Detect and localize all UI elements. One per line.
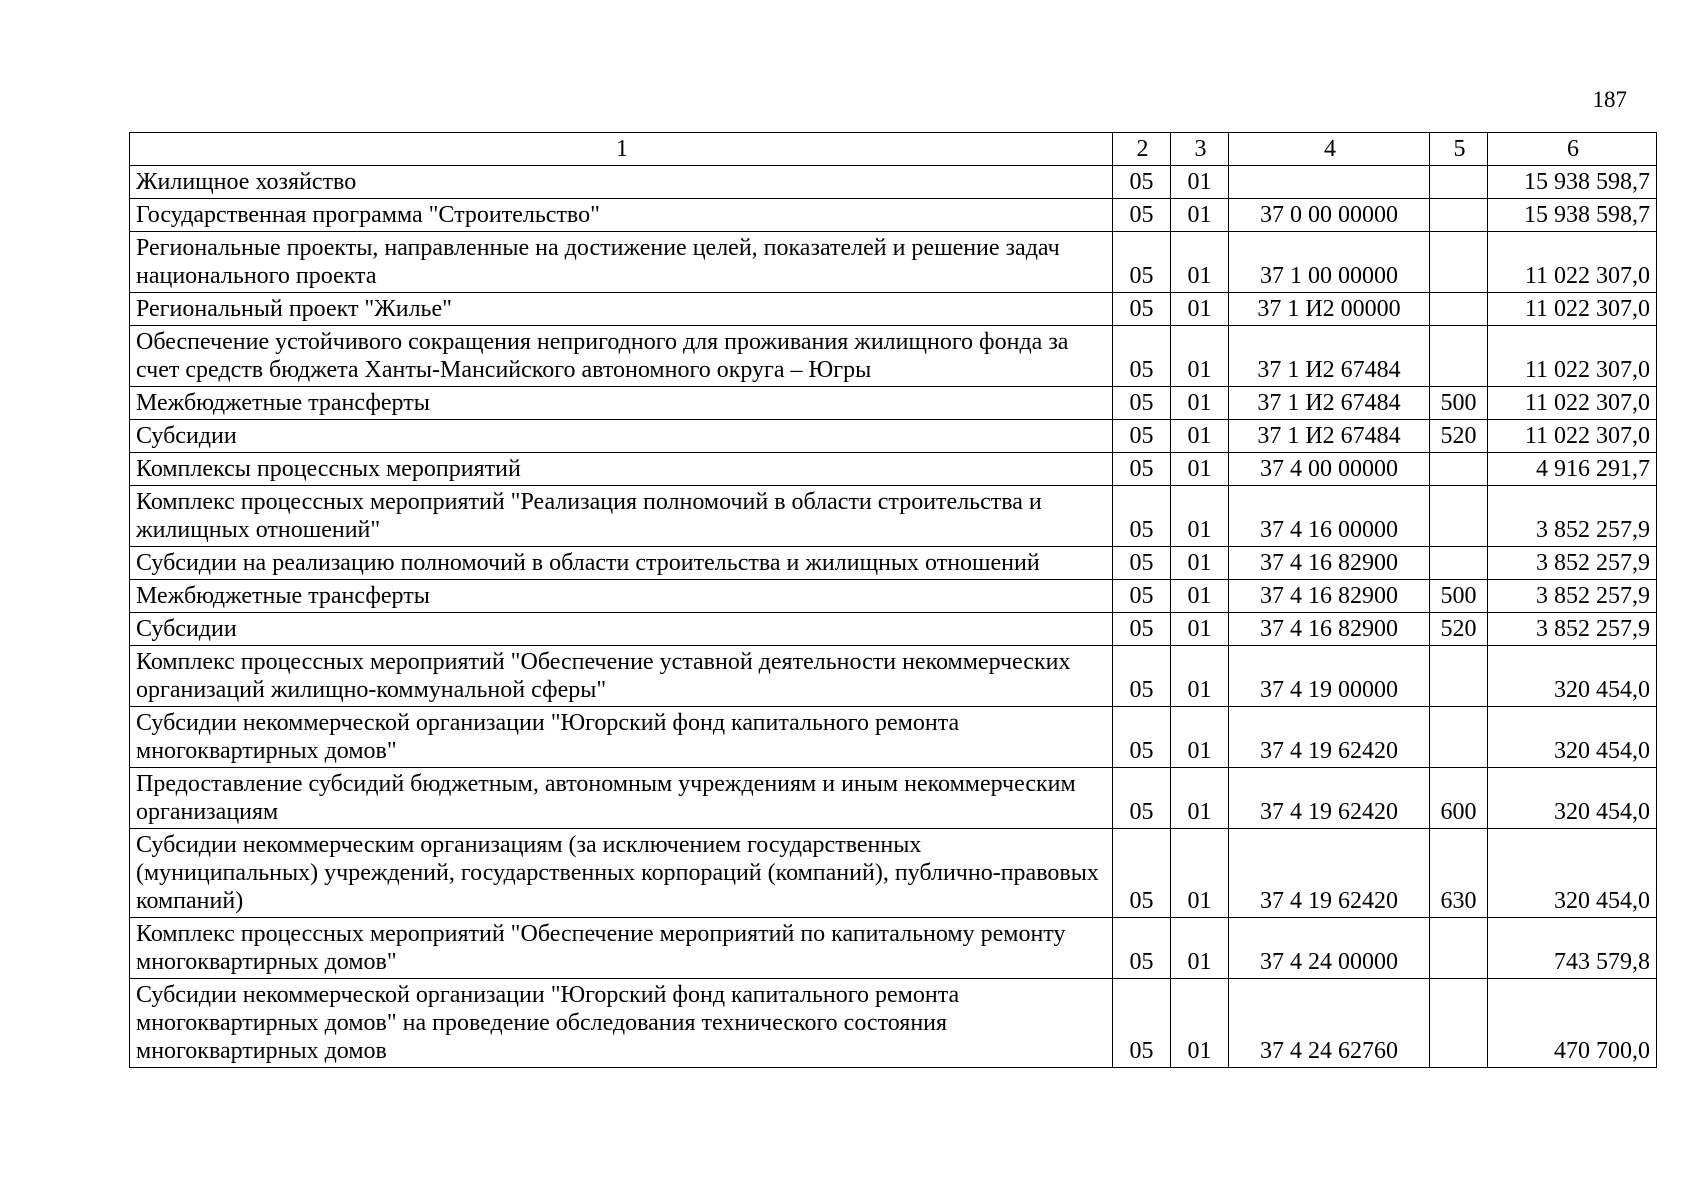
row-target-article-cell: 37 4 24 62760	[1229, 979, 1430, 1068]
table-row	[130, 293, 1657, 326]
row-target-article-cell: 37 1 И2 67484	[1229, 326, 1430, 387]
table-row	[130, 613, 1657, 646]
row-subsection-cell: 01	[1171, 613, 1229, 646]
table-row	[130, 387, 1657, 420]
row-subsection-cell: 01	[1171, 646, 1229, 707]
row-section-cell: 05	[1113, 420, 1171, 453]
row-section-cell: 05	[1113, 768, 1171, 829]
row-amount-cell: 320 454,0	[1488, 768, 1657, 829]
row-amount-cell: 15 938 598,7	[1488, 166, 1657, 199]
row-target-article-cell: 37 1 00 00000	[1229, 232, 1430, 293]
row-subsection-cell: 01	[1171, 293, 1229, 326]
row-subsection-cell: 01	[1171, 486, 1229, 547]
row-name-cell: Предоставление субсидий бюджетным, автономным учреждениям и иным некоммерческим организациям	[130, 768, 1113, 829]
row-section-cell: 05	[1113, 707, 1171, 768]
table-row	[130, 199, 1657, 232]
table-row	[130, 453, 1657, 486]
row-name-cell: Субсидии некоммерческой организации "Югорский фонд капитального ремонта многоквартирных домов"	[130, 707, 1113, 768]
row-amount-cell: 470 700,0	[1488, 979, 1657, 1068]
row-target-article-cell	[1229, 166, 1430, 199]
row-expense-type-cell	[1430, 979, 1488, 1068]
row-section-cell: 05	[1113, 293, 1171, 326]
table-row	[130, 547, 1657, 580]
row-amount-cell: 11 022 307,0	[1488, 293, 1657, 326]
row-subsection-cell: 01	[1171, 166, 1229, 199]
row-subsection-cell: 01	[1171, 979, 1229, 1068]
row-amount-cell: 320 454,0	[1488, 707, 1657, 768]
table-row	[130, 979, 1657, 1068]
row-name-cell: Обеспечение устойчивого сокращения непригодного для проживания жилищного фонда за счет средств бюджета Ханты-Мансийского автономного округа – Югры	[130, 326, 1113, 387]
row-expense-type-cell: 500	[1430, 387, 1488, 420]
row-section-cell: 05	[1113, 199, 1171, 232]
row-subsection-cell: 01	[1171, 707, 1229, 768]
row-expense-type-cell: 520	[1430, 613, 1488, 646]
row-name-cell: Межбюджетные трансферты	[130, 387, 1113, 420]
header-cell-4: 4	[1229, 133, 1430, 166]
row-name-cell: Комплексы процессных мероприятий	[130, 453, 1113, 486]
row-section-cell: 05	[1113, 486, 1171, 547]
row-section-cell: 05	[1113, 613, 1171, 646]
budget-table-body	[130, 133, 1657, 1068]
row-expense-type-cell	[1430, 326, 1488, 387]
row-expense-type-cell	[1430, 646, 1488, 707]
row-target-article-cell: 37 1 И2 00000	[1229, 293, 1430, 326]
row-amount-cell: 320 454,0	[1488, 829, 1657, 918]
row-expense-type-cell	[1430, 293, 1488, 326]
row-target-article-cell: 37 4 16 00000	[1229, 486, 1430, 547]
table-row	[130, 232, 1657, 293]
row-name-cell: Комплекс процессных мероприятий "Обеспечение мероприятий по капитальному ремонту многоквартирных домов"	[130, 918, 1113, 979]
row-target-article-cell: 37 4 16 82900	[1229, 580, 1430, 613]
row-target-article-cell: 37 4 19 62420	[1229, 768, 1430, 829]
row-name-cell: Субсидии	[130, 613, 1113, 646]
row-amount-cell: 11 022 307,0	[1488, 420, 1657, 453]
row-amount-cell: 743 579,8	[1488, 918, 1657, 979]
row-expense-type-cell	[1430, 453, 1488, 486]
row-section-cell: 05	[1113, 387, 1171, 420]
header-cell-5: 5	[1430, 133, 1488, 166]
row-name-cell: Субсидии	[130, 420, 1113, 453]
row-name-cell: Комплекс процессных мероприятий "Реализация полномочий в области строительства и жилищных отношений"	[130, 486, 1113, 547]
row-name-cell: Региональные проекты, направленные на достижение целей, показателей и решение задач национального проекта	[130, 232, 1113, 293]
row-target-article-cell: 37 4 16 82900	[1229, 613, 1430, 646]
row-expense-type-cell: 600	[1430, 768, 1488, 829]
row-section-cell: 05	[1113, 646, 1171, 707]
row-section-cell: 05	[1113, 453, 1171, 486]
row-expense-type-cell: 520	[1430, 420, 1488, 453]
row-subsection-cell: 01	[1171, 387, 1229, 420]
row-name-cell: Государственная программа "Строительство"	[130, 199, 1113, 232]
page-number: 187	[1592, 87, 1627, 112]
row-section-cell: 05	[1113, 829, 1171, 918]
row-section-cell: 05	[1113, 232, 1171, 293]
row-section-cell: 05	[1113, 547, 1171, 580]
table-row	[130, 918, 1657, 979]
row-expense-type-cell	[1430, 707, 1488, 768]
row-target-article-cell: 37 0 00 00000	[1229, 199, 1430, 232]
row-subsection-cell: 01	[1171, 232, 1229, 293]
table-header-row	[130, 133, 1657, 166]
row-amount-cell: 3 852 257,9	[1488, 486, 1657, 547]
table-row	[130, 420, 1657, 453]
table-row	[130, 646, 1657, 707]
row-expense-type-cell	[1430, 166, 1488, 199]
row-target-article-cell: 37 1 И2 67484	[1229, 420, 1430, 453]
table-row	[130, 326, 1657, 387]
header-cell-3: 3	[1171, 133, 1229, 166]
row-section-cell: 05	[1113, 918, 1171, 979]
row-subsection-cell: 01	[1171, 918, 1229, 979]
row-subsection-cell: 01	[1171, 199, 1229, 232]
row-section-cell: 05	[1113, 166, 1171, 199]
table-row	[130, 166, 1657, 199]
row-amount-cell: 11 022 307,0	[1488, 232, 1657, 293]
row-subsection-cell: 01	[1171, 326, 1229, 387]
row-subsection-cell: 01	[1171, 768, 1229, 829]
row-target-article-cell: 37 4 19 00000	[1229, 646, 1430, 707]
row-expense-type-cell: 630	[1430, 829, 1488, 918]
row-amount-cell: 320 454,0	[1488, 646, 1657, 707]
row-name-cell: Субсидии на реализацию полномочий в области строительства и жилищных отношений	[130, 547, 1113, 580]
row-expense-type-cell	[1430, 918, 1488, 979]
row-subsection-cell: 01	[1171, 453, 1229, 486]
row-target-article-cell: 37 1 И2 67484	[1229, 387, 1430, 420]
table-row	[130, 768, 1657, 829]
header-cell-6: 6	[1488, 133, 1657, 166]
table-row	[130, 829, 1657, 918]
row-subsection-cell: 01	[1171, 580, 1229, 613]
row-section-cell: 05	[1113, 580, 1171, 613]
row-target-article-cell: 37 4 19 62420	[1229, 829, 1430, 918]
row-section-cell: 05	[1113, 326, 1171, 387]
row-name-cell: Комплекс процессных мероприятий "Обеспечение уставной деятельности некоммерческих организаций жилищно-коммунальной сферы"	[130, 646, 1113, 707]
row-target-article-cell: 37 4 16 82900	[1229, 547, 1430, 580]
row-amount-cell: 15 938 598,7	[1488, 199, 1657, 232]
row-expense-type-cell	[1430, 199, 1488, 232]
row-amount-cell: 4 916 291,7	[1488, 453, 1657, 486]
row-subsection-cell: 01	[1171, 547, 1229, 580]
row-amount-cell: 3 852 257,9	[1488, 547, 1657, 580]
row-name-cell: Региональный проект "Жилье"	[130, 293, 1113, 326]
table-row	[130, 580, 1657, 613]
row-subsection-cell: 01	[1171, 420, 1229, 453]
row-amount-cell: 11 022 307,0	[1488, 326, 1657, 387]
row-expense-type-cell: 500	[1430, 580, 1488, 613]
row-target-article-cell: 37 4 00 00000	[1229, 453, 1430, 486]
row-target-article-cell: 37 4 19 62420	[1229, 707, 1430, 768]
row-expense-type-cell	[1430, 486, 1488, 547]
row-name-cell: Межбюджетные трансферты	[130, 580, 1113, 613]
table-row	[130, 707, 1657, 768]
header-cell-1: 1	[130, 133, 1113, 166]
row-name-cell: Субсидии некоммерческим организациям (за исключением государственных (муниципальных) учреждений, государственных корпораций (компаний), публично-правовых компаний)	[130, 829, 1113, 918]
budget-table	[129, 132, 1657, 1068]
row-target-article-cell: 37 4 24 00000	[1229, 918, 1430, 979]
row-expense-type-cell	[1430, 547, 1488, 580]
row-subsection-cell: 01	[1171, 829, 1229, 918]
row-amount-cell: 3 852 257,9	[1488, 580, 1657, 613]
row-section-cell: 05	[1113, 979, 1171, 1068]
header-cell-2: 2	[1113, 133, 1171, 166]
row-amount-cell: 3 852 257,9	[1488, 613, 1657, 646]
row-expense-type-cell	[1430, 232, 1488, 293]
row-name-cell: Жилищное хозяйство	[130, 166, 1113, 199]
row-name-cell: Субсидии некоммерческой организации "Югорский фонд капитального ремонта многоквартирных домов" на проведение обследования технического состояния многоквартирных домов	[130, 979, 1113, 1068]
table-row	[130, 486, 1657, 547]
row-amount-cell: 11 022 307,0	[1488, 387, 1657, 420]
